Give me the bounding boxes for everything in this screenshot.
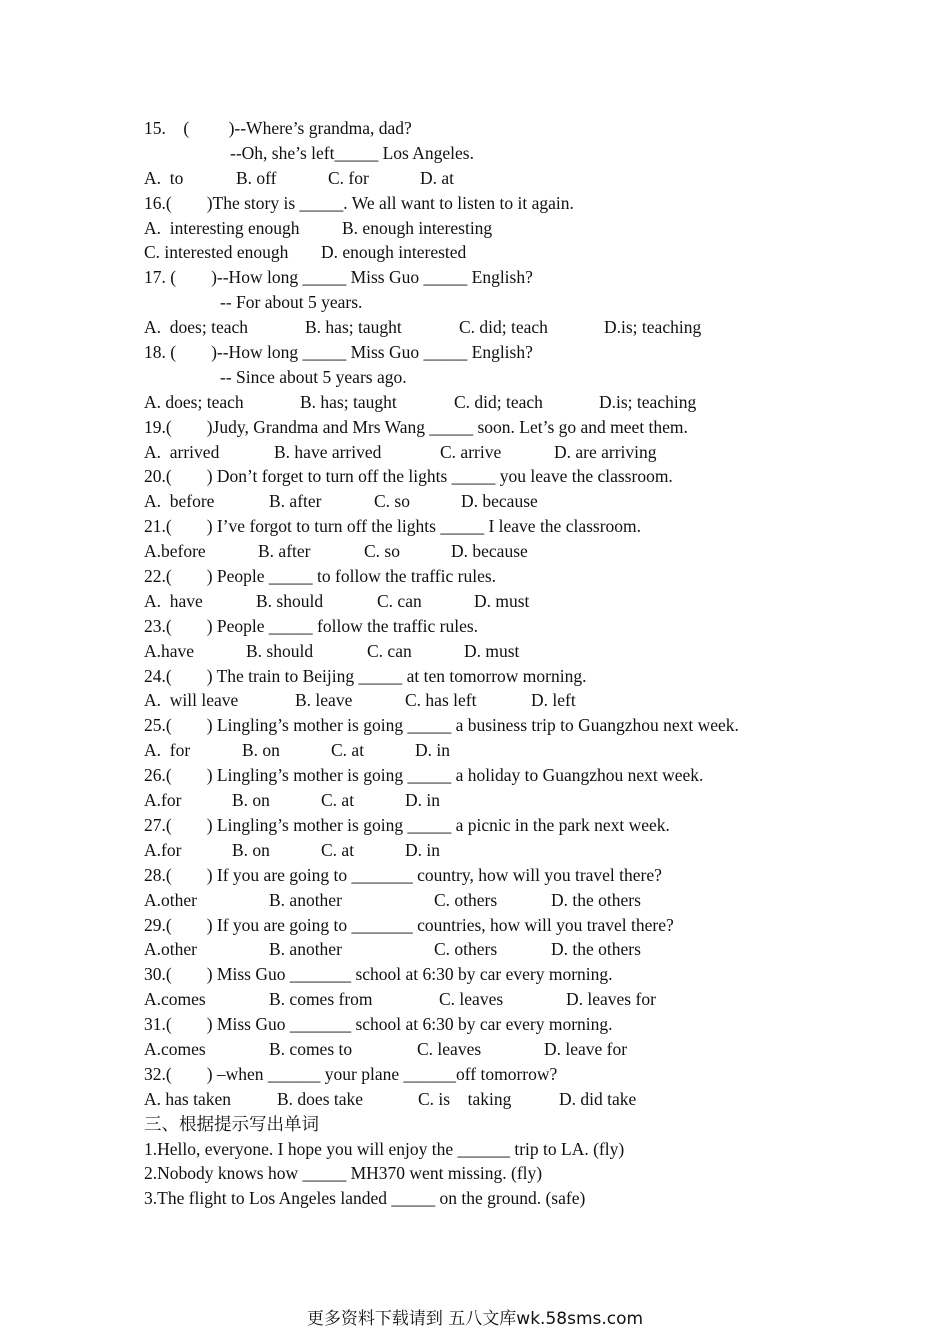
option-c: C. others <box>434 939 498 960</box>
option-b: B. on <box>242 740 280 761</box>
option-a: A.other <box>144 889 197 910</box>
reply-text: --Oh, she’s left_____ Los Angeles. <box>230 142 474 163</box>
question-stem: 16.( )The story is _____. We all want to listen to it again. <box>144 192 574 213</box>
options-row <box>144 390 844 415</box>
reply-text: -- Since about 5 years ago. <box>220 366 407 387</box>
option-c: C. can <box>377 590 422 611</box>
question-stem: 18. ( )--How long _____ Miss Guo _____ English? <box>144 342 533 363</box>
option-d: D. leaves for <box>566 989 656 1010</box>
option-a: A.have <box>144 640 195 661</box>
options-row <box>144 539 844 564</box>
option-d: D.is; teaching <box>604 317 702 338</box>
option-d: D. must <box>464 640 520 661</box>
option-a: A. does; teach <box>144 391 244 412</box>
option-c: C. did; teach <box>454 391 543 412</box>
option-c: C. at <box>321 790 355 811</box>
option-b: B. enough interesting <box>342 217 493 238</box>
option-a: A. for <box>144 740 191 761</box>
options-row <box>144 440 844 465</box>
option-b: B. after <box>258 541 311 562</box>
reply-text: -- For about 5 years. <box>220 292 363 313</box>
option-c: C. interested enough <box>144 242 289 263</box>
option-b: B. another <box>269 939 342 960</box>
option-d: D. did take <box>559 1088 637 1109</box>
option-a: A. before <box>144 491 215 512</box>
option-a: A.for <box>144 839 182 860</box>
option-c: C. is taking <box>418 1088 512 1109</box>
option-c: C. leaves <box>439 989 504 1010</box>
document-content <box>144 116 844 1211</box>
option-a: A.before <box>144 541 206 562</box>
option-d: D. in <box>405 839 440 860</box>
question-stem: 25.( ) Lingling’s mother is going _____ a business trip to Guangzhou next week. <box>144 715 739 736</box>
option-c: C. can <box>367 640 412 661</box>
option-d: D. enough interested <box>321 242 467 263</box>
options-row <box>144 987 844 1012</box>
options-row <box>144 937 844 962</box>
options-row <box>144 240 844 265</box>
option-d: D. the others <box>551 889 641 910</box>
option-c: C. has left <box>405 690 477 711</box>
question-stem: 28.( ) If you are going to _______ country, how will you travel there? <box>144 864 662 885</box>
options-row <box>144 1087 844 1112</box>
option-d: D. at <box>420 167 455 188</box>
options-row <box>144 489 844 514</box>
fill-in-item: 3.The flight to Los Angeles landed _____ on the ground. (safe) <box>144 1188 586 1209</box>
question-stem: 31.( ) Miss Guo _______ school at 6:30 by car every morning. <box>144 1014 613 1035</box>
options-row <box>144 216 844 241</box>
option-d: D. must <box>474 590 530 611</box>
option-d: D. the others <box>551 939 641 960</box>
option-b: B. on <box>232 790 270 811</box>
option-d: D. left <box>531 690 576 711</box>
option-d: D.is; teaching <box>599 391 697 412</box>
option-a: A.comes <box>144 989 206 1010</box>
question-reply <box>144 290 844 315</box>
option-c: C. did; teach <box>459 317 548 338</box>
option-c: C. at <box>331 740 365 761</box>
option-b: B. should <box>246 640 314 661</box>
question-stem: 26.( ) Lingling’s mother is going _____ a holiday to Guangzhou next week. <box>144 765 704 786</box>
option-a: A.comes <box>144 1038 206 1059</box>
question-stem: 32.( ) –when ______ your plane ______off tomorrow? <box>144 1063 558 1084</box>
option-a: A. has taken <box>144 1088 231 1109</box>
option-a: A. interesting enough <box>144 217 300 238</box>
options-row <box>144 589 844 614</box>
option-b: B. does take <box>277 1088 364 1109</box>
question-stem: 23.( ) People _____ follow the traffic rules. <box>144 615 479 636</box>
option-b: B. should <box>256 590 324 611</box>
option-d: D. because <box>461 491 538 512</box>
question-stem: 24.( ) The train to Beijing _____ at ten tomorrow morning. <box>144 665 587 686</box>
question-stem: 15. ( )--Where’s grandma, dad? <box>144 118 412 138</box>
option-b: B. after <box>269 491 322 512</box>
option-c: C. so <box>374 491 410 512</box>
footer-watermark-text: 更多资料下载请到 五八文库wk.58sms.com <box>306 1309 644 1329</box>
question-reply <box>144 141 844 166</box>
option-b: B. on <box>232 839 270 860</box>
option-d: D. in <box>405 790 440 811</box>
options-row <box>144 166 844 191</box>
option-c: C. arrive <box>440 441 502 462</box>
question-reply <box>144 365 844 390</box>
question-stem: 22.( ) People _____ to follow the traffic rules. <box>144 566 497 587</box>
option-b: B. have arrived <box>274 441 382 462</box>
option-d: D. leave for <box>544 1038 628 1059</box>
option-b: B. off <box>236 167 277 188</box>
option-b: B. comes from <box>269 989 373 1010</box>
question-stem: 27.( ) Lingling’s mother is going _____ a picnic in the park next week. <box>144 814 670 835</box>
question-stem: 20.( ) Don’t forget to turn off the lights _____ you leave the classroom. <box>144 466 673 487</box>
options-row <box>144 315 844 340</box>
option-c: C. others <box>434 889 498 910</box>
options-row <box>144 788 844 813</box>
options-row <box>144 888 844 913</box>
question-stem: 29.( ) If you are going to _______ countries, how will you travel there? <box>144 914 674 935</box>
option-d: D. because <box>451 541 528 562</box>
option-a: A.other <box>144 939 197 960</box>
option-a: A. does; teach <box>144 317 248 338</box>
option-d: D. in <box>415 740 450 761</box>
option-a: A. will leave <box>144 690 239 711</box>
options-row <box>144 688 844 713</box>
option-c: C. leaves <box>417 1038 482 1059</box>
option-b: B. comes to <box>269 1038 353 1059</box>
option-a: A. have <box>144 590 203 611</box>
option-b: B. has; taught <box>300 391 397 412</box>
option-b: B. has; taught <box>305 317 402 338</box>
fill-in-item: 1.Hello, everyone. I hope you will enjoy the ______ trip to LA. (fly) <box>144 1138 625 1159</box>
option-c: C. for <box>328 167 369 188</box>
question-stem: 17. ( )--How long _____ Miss Guo _____ English? <box>144 267 533 288</box>
options-row <box>144 1037 844 1062</box>
option-a: A. to <box>144 167 184 188</box>
question-stem: 21.( ) I’ve forgot to turn off the lights _____ I leave the classroom. <box>144 516 642 537</box>
option-b: B. another <box>269 889 342 910</box>
fill-in-item: 2.Nobody knows how _____ MH370 went missing. (fly) <box>144 1163 543 1184</box>
option-a: A. arrived <box>144 441 220 462</box>
options-row <box>144 838 844 863</box>
options-row <box>144 639 844 664</box>
option-c: C. at <box>321 839 355 860</box>
option-b: B. leave <box>295 690 353 711</box>
option-c: C. so <box>364 541 400 562</box>
options-row <box>144 738 844 763</box>
option-d: D. are arriving <box>554 441 657 462</box>
question-stem: 30.( ) Miss Guo _______ school at 6:30 by car every morning. <box>144 964 613 985</box>
option-a: A.for <box>144 790 182 811</box>
question-stem: 19.( )Judy, Grandma and Mrs Wang _____ soon. Let’s go and meet them. <box>144 416 688 437</box>
section-heading: 三、根据提示写出单词 <box>144 1113 319 1134</box>
